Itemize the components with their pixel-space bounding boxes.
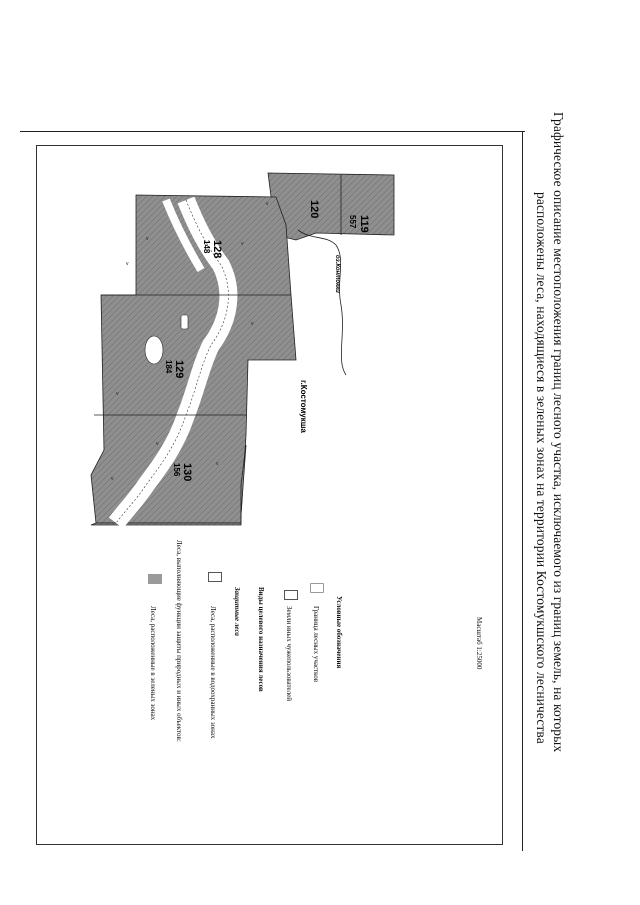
- lake-label: оз.Контокки: [334, 255, 340, 293]
- page-subtitle: расположены леса, находящиеся в зеленых зонах на территории Костомукшского лесничества: [534, 192, 549, 744]
- top-rule: [20, 131, 525, 132]
- svg-text:v: v: [266, 201, 269, 207]
- svg-text:v: v: [111, 476, 114, 482]
- svg-text:v: v: [241, 241, 244, 247]
- scale-label: Масштаб 1:25000: [475, 617, 483, 670]
- subnumber-156: 156: [172, 463, 181, 477]
- svg-text:v: v: [216, 461, 219, 467]
- lake-pocket: [145, 336, 163, 364]
- right-rule: [522, 131, 523, 851]
- legend-other-lands-label: Земли иных чужепользователей: [285, 606, 293, 701]
- water-zone-swatch: [208, 572, 222, 582]
- legend-natural-function-label: Леса, выполняющие функции защиты природных и иных объектов:: [175, 540, 183, 742]
- svg-text:v: v: [251, 321, 254, 327]
- subnumber-148: 148: [202, 240, 211, 254]
- quarter-130: 130: [181, 463, 193, 482]
- forest-parcel-north: [268, 173, 394, 240]
- forest-map: [36, 145, 503, 845]
- page-title: Графическое описание местоположения границ лесного участка, исключаемого из границ земель, на которых: [551, 112, 566, 753]
- svg-text:v: v: [116, 391, 119, 397]
- legend-types-heading: Виды целевого назначения лесов: [257, 587, 265, 692]
- quarter-128: 128: [211, 240, 223, 259]
- quarter-119: 119: [358, 215, 370, 233]
- quarter-120: 120: [308, 200, 320, 219]
- legend-protective-heading: Защитные леса: [233, 587, 241, 636]
- green-zone-swatch: [148, 574, 162, 584]
- legend-green-zone-label: Леса, расположенные в зеленых зонах: [149, 606, 157, 721]
- other-lands-swatch: [284, 590, 298, 600]
- city-label: г.Костомукша: [299, 380, 308, 433]
- svg-text:v: v: [156, 441, 159, 447]
- legend-water-zone-label: Леса, расположенные в водоохранных зонах: [209, 606, 217, 739]
- boundary-swatch: [310, 583, 324, 593]
- quarter-129: 129: [173, 360, 185, 379]
- legend-boundary-label: Граница лесных участков: [312, 606, 320, 683]
- subnumber-184: 184: [164, 360, 173, 374]
- legend-heading: Условные обозначения: [335, 596, 343, 669]
- lake-shore: [298, 230, 346, 375]
- svg-text:v: v: [126, 261, 129, 267]
- svg-text:v: v: [146, 236, 149, 242]
- subnumber-557: 557: [348, 215, 357, 229]
